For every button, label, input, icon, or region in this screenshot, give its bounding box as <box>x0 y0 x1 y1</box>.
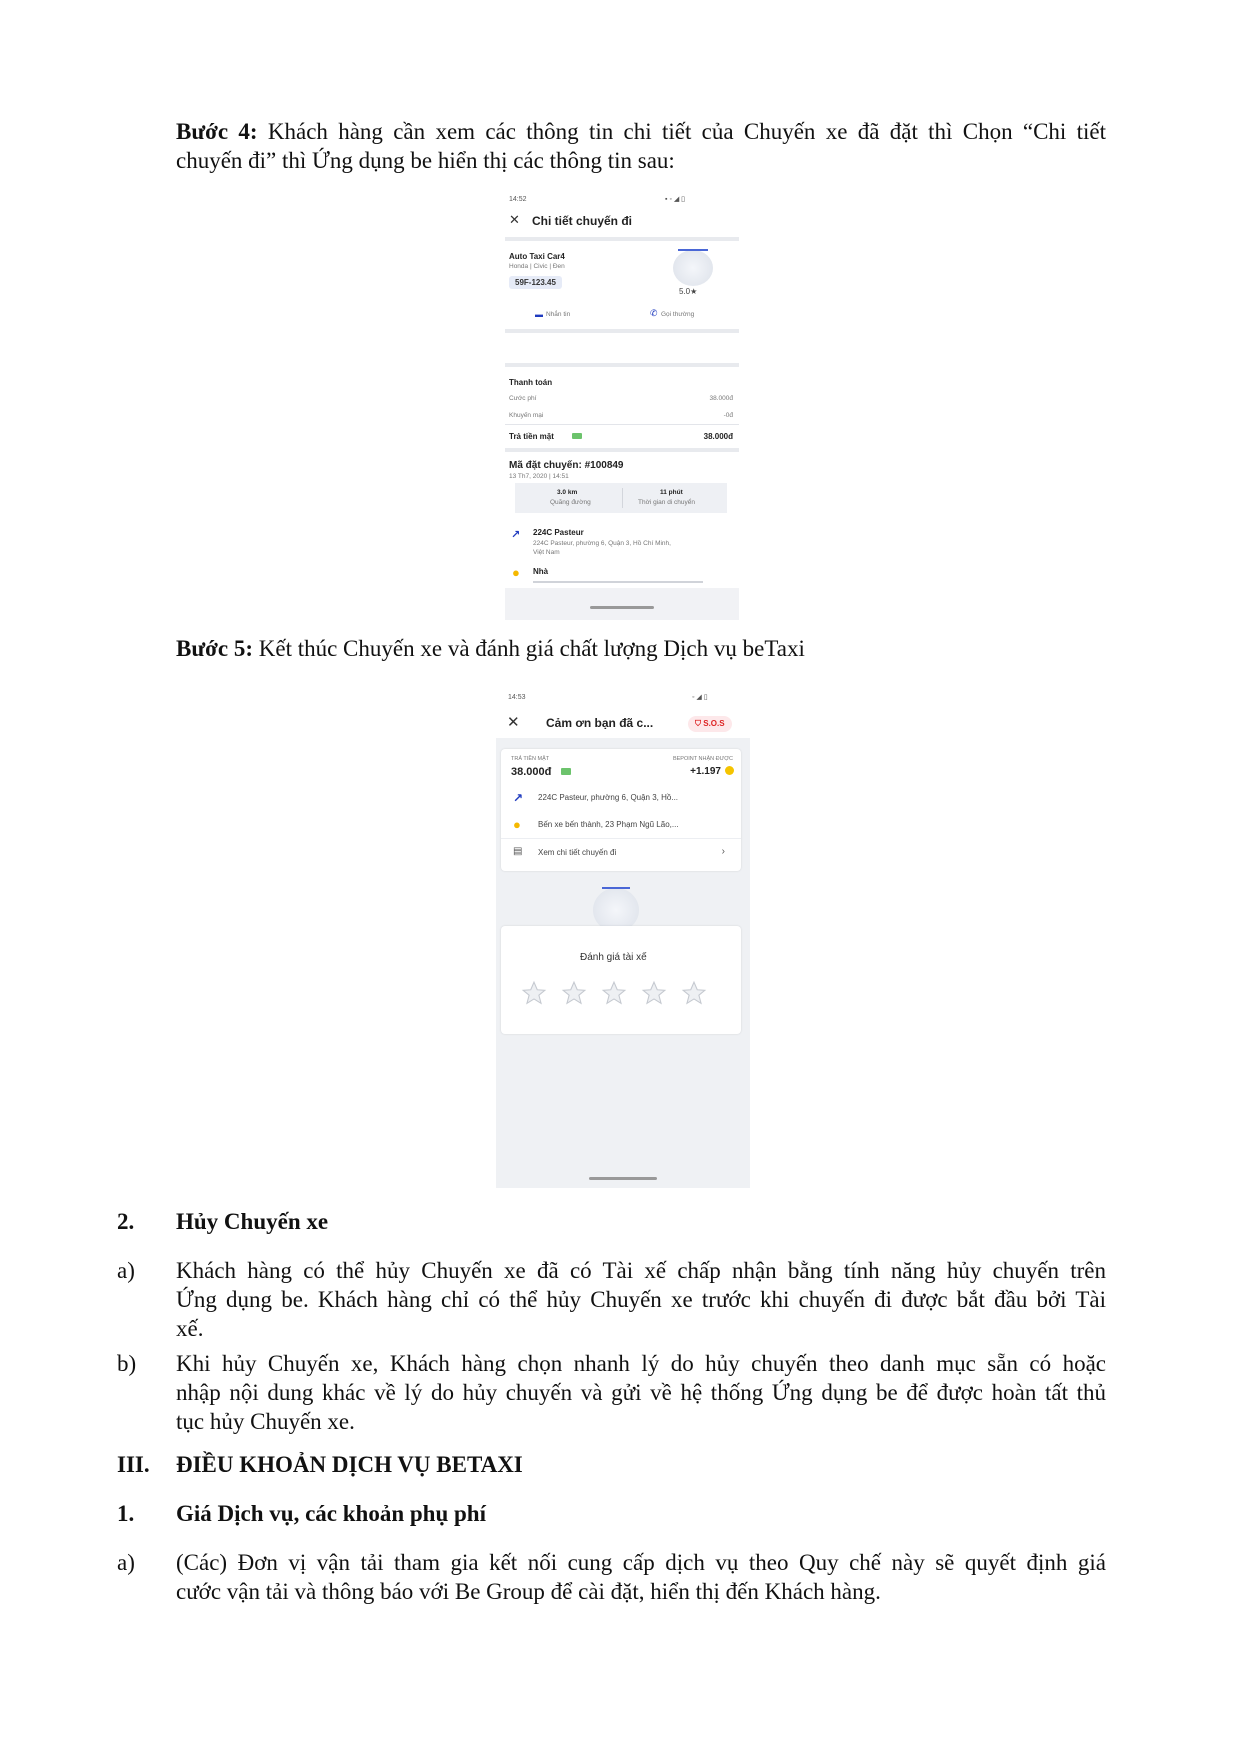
close-icon[interactable]: ✕ <box>509 212 520 227</box>
cash-label: Trả tiền mặt <box>509 432 554 441</box>
home-indicator <box>589 1177 657 1180</box>
section2-item-a-line2: Ứng dụng be. Khách hàng chỉ có thể hủy Chuyến xe trước khi chuyến đi được bắt đầu bởi Tài <box>176 1287 1106 1312</box>
fare-value: 38.000đ <box>709 395 733 402</box>
section3-number: III. <box>117 1452 150 1477</box>
driver-avatar <box>673 250 713 286</box>
cash-icon <box>561 768 571 775</box>
call-button[interactable]: Gọi thường <box>661 311 695 318</box>
section2-item-a-line1: Khách hàng có thể hủy Chuyến xe đã có Tài xế chấp nhận bằng tính năng hủy chuyến trên <box>176 1258 1106 1283</box>
fare-label: Cước phí <box>509 395 537 402</box>
divider <box>505 329 739 333</box>
phone-icon[interactable]: ✆ <box>650 308 658 318</box>
section3-item-a-marker: a) <box>117 1550 135 1575</box>
sos-button[interactable] <box>688 716 732 732</box>
divider <box>501 838 741 839</box>
section3-title: ĐIỀU KHOẢN DỊCH VỤ BETAXI <box>176 1452 523 1477</box>
destination-address: Bến xe bến thành, 23 Phạm Ngũ Lão,... <box>538 820 679 829</box>
star-2-icon[interactable] <box>561 980 587 1006</box>
section2-item-b-line1: Khi hủy Chuyến xe, Khách hàng chọn nhanh lý do hủy chuyến theo danh mục sẵn có hoặc <box>176 1351 1106 1376</box>
section2-item-a-marker: a) <box>117 1258 135 1283</box>
destination-pin-icon: ● <box>513 817 521 832</box>
bepoint-value: +1.197 <box>690 766 721 777</box>
section2-item-b-marker: b) <box>117 1351 137 1376</box>
section3-item-a-line2: cước vận tải và thông báo với Be Group để cài đặt, hiển thị đến Khách hàng. <box>176 1579 881 1604</box>
step4-label: Bước 4: <box>176 119 258 144</box>
close-icon[interactable]: ✕ <box>507 714 520 731</box>
bottom-area <box>505 588 739 620</box>
status-time: 14:52 <box>509 196 527 203</box>
trip-summary-card <box>501 749 741 871</box>
step5-paragraph <box>176 634 1106 663</box>
promo-label: Khuyến mại <box>509 412 544 419</box>
divider <box>505 237 739 241</box>
star-1-icon[interactable] <box>521 980 547 1006</box>
section2-item-b-line3: tục hủy Chuyến xe. <box>176 1409 355 1434</box>
receipt-icon: ▤ <box>513 846 523 857</box>
trip-stats <box>515 483 727 513</box>
sos-label: S.O.S <box>703 719 725 728</box>
status-icons: ◦ ◢ ▯ <box>692 694 708 701</box>
divider <box>505 363 739 367</box>
avatar-accent <box>678 249 708 251</box>
destination-pin-icon: ● <box>512 565 520 580</box>
screen-title: Chi tiết chuyến đi <box>532 214 633 228</box>
bepoint-caption: BEPOINT NHẬN ĐƯỢC <box>672 756 733 762</box>
message-button[interactable]: Nhắn tin <box>546 311 571 318</box>
trip-complete-screenshot <box>496 690 750 1188</box>
payment-title: Thanh toán <box>509 378 553 387</box>
destination-name: Nhà <box>533 567 549 576</box>
home-indicator <box>590 606 654 609</box>
pickup-icon: ↗ <box>511 529 521 541</box>
step5-label: Bước 5: <box>176 636 253 661</box>
license-plate: 59F-123.45 <box>509 276 562 289</box>
star-5-icon[interactable] <box>681 980 707 1006</box>
divider <box>505 448 739 452</box>
status-time: 14:53 <box>508 694 526 701</box>
section2-title: Hủy Chuyến xe <box>176 1209 329 1234</box>
trip-details-screenshot <box>505 192 739 620</box>
step4-line2: chuyến đi” thì Ứng dụng be hiển thị các thông tin sau: <box>176 148 675 173</box>
status-icons: ▪ ◦ ◢ ▯ <box>665 196 686 203</box>
section3-sub-number: 1. <box>117 1501 135 1526</box>
driver-name: Auto Taxi Car4 <box>509 252 565 261</box>
rate-driver-title: Đánh giá tài xế <box>580 952 647 963</box>
booking-date: 13 Th7, 2020 | 14:51 <box>509 473 569 480</box>
view-details-link[interactable]: Xem chi tiết chuyến đi <box>538 848 617 857</box>
driver-rating: 5.0★ <box>679 287 698 296</box>
cash-caption: TRẢ TIỀN MẶT <box>511 756 550 762</box>
stats-divider <box>622 488 623 508</box>
section3-item-a <box>176 1548 1106 1606</box>
avatar-accent <box>602 887 630 889</box>
duration-value: 11 phút <box>660 489 683 496</box>
shield-icon: ⛉ <box>695 719 701 728</box>
star-4-icon[interactable] <box>641 980 667 1006</box>
section2-item-a-line3: xế. <box>176 1316 204 1341</box>
section2-item-b-line2: nhập nội dung khác về lý do hủy chuyến và gửi về hệ thống Ứng dụng be để được hoàn tất thủ <box>176 1380 1106 1405</box>
rating-card <box>501 926 741 1034</box>
pickup-address: 224C Pasteur, phường 6, Quận 3, Hồ... <box>538 793 679 802</box>
bepoint-coin-icon <box>725 766 734 775</box>
star-3-icon[interactable] <box>601 980 627 1006</box>
message-icon[interactable]: ▬ <box>535 310 543 319</box>
screen-title: Cảm ơn bạn đã c... <box>546 716 654 730</box>
pickup-name: 224C Pasteur <box>533 528 584 537</box>
cash-amount: 38.000đ <box>511 766 552 778</box>
distance-label: Quãng đường <box>550 499 591 506</box>
pickup-icon: ↗ <box>513 791 524 805</box>
cash-icon <box>572 433 582 439</box>
step4-line1: Khách hàng cần xem các thông tin chi tiết của Chuyến xe đã đặt thì Chọn “Chi tiết <box>267 119 1107 144</box>
booking-code: Mã đặt chuyến: #100849 <box>509 460 624 471</box>
section2-number: 2. <box>117 1209 135 1234</box>
step4-paragraph <box>176 117 1106 175</box>
pickup-address-line1: 224C Pasteur, phường 6, Quận 3, Hồ Chí Minh, <box>533 540 671 547</box>
divider <box>505 424 739 425</box>
duration-label: Thời gian di chuyển <box>638 499 696 506</box>
distance-value: 3.0 km <box>557 489 578 496</box>
car-info: Honda | Civic | Đen <box>509 263 565 270</box>
section3-sub-title: Giá Dịch vụ, các khoản phụ phí <box>176 1501 486 1526</box>
promo-value: -0đ <box>723 412 733 419</box>
pickup-address-line2: Việt Nam <box>533 549 560 556</box>
cash-value: 38.000đ <box>703 432 733 441</box>
section2-item-b <box>176 1349 1106 1436</box>
section2-item-a <box>176 1256 1106 1343</box>
step5-text: Kết thúc Chuyến xe và đánh giá chất lượng Dịch vụ beTaxi <box>258 636 805 661</box>
section3-item-a-line1: (Các) Đơn vị vận tải tham gia kết nối cung cấp dịch vụ theo Quy chế này sẽ quyết định giá <box>176 1550 1106 1575</box>
destination-address-cut <box>533 581 703 583</box>
chevron-right-icon[interactable]: › <box>721 846 725 857</box>
